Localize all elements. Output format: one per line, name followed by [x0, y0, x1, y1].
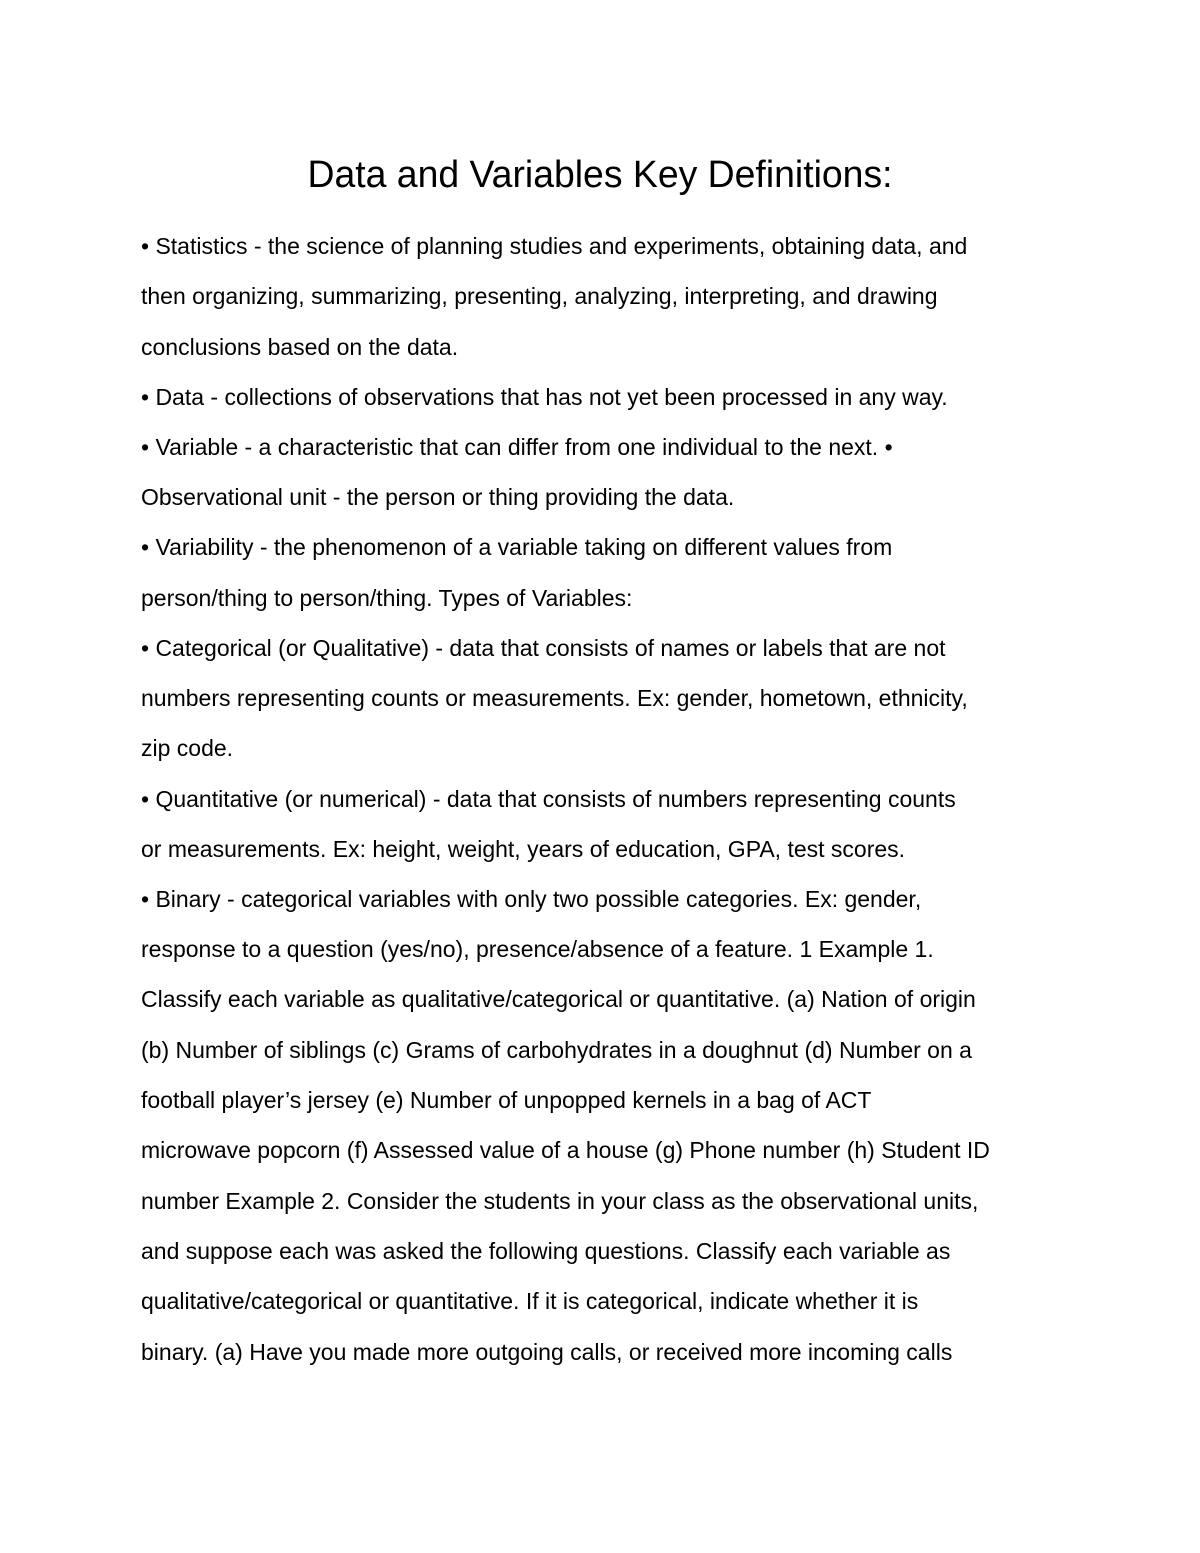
text-line: Observational unit - the person or thing providing the data. — [141, 484, 735, 510]
text-line: microwave popcorn (f) Assessed value of a house (g) Phone number (h) Student ID — [141, 1137, 990, 1163]
text-line: numbers representing counts or measurements. Ex: gender, hometown, ethnicity, — [141, 685, 968, 711]
text-line: • Variability - the phenomenon of a variable taking on different values from — [141, 534, 893, 560]
text-line: conclusions based on the data. — [141, 334, 459, 360]
text-line: binary. (a) Have you made more outgoing calls, or received more incoming calls — [141, 1339, 953, 1365]
text-line: • Data - collections of observations that has not yet been processed in any way. — [141, 384, 948, 410]
text-line: and suppose each was asked the following questions. Classify each variable as — [141, 1238, 951, 1264]
text-line: qualitative/categorical or quantitative. If it is categorical, indicate whether it is — [141, 1288, 919, 1314]
text-line: • Categorical (or Qualitative) - data that consists of names or labels that are not — [141, 635, 946, 661]
text-line: • Statistics - the science of planning studies and experiments, obtaining data, and — [141, 233, 968, 259]
text-line: zip code. — [141, 735, 234, 761]
text-line: • Quantitative (or numerical) - data that consists of numbers representing counts — [141, 786, 956, 812]
document-title: Data and Variables Key Definitions: — [307, 154, 893, 196]
text-line: • Variable - a characteristic that can differ from one individual to the next. • — [141, 434, 893, 460]
text-line: (b) Number of siblings (c) Grams of carbohydrates in a doughnut (d) Number on a — [141, 1037, 972, 1063]
text-line: Classify each variable as qualitative/categorical or quantitative. (a) Nation of origin — [141, 986, 976, 1012]
text-line: football player’s jersey (e) Number of unpopped kernels in a bag of ACT — [141, 1087, 872, 1113]
text-line: then organizing, summarizing, presenting, analyzing, interpreting, and drawing — [141, 283, 938, 309]
text-line: number Example 2. Consider the students in your class as the observational units, — [141, 1188, 979, 1214]
text-line: response to a question (yes/no), presence/absence of a feature. 1 Example 1. — [141, 936, 934, 962]
text-line: • Binary - categorical variables with only two possible categories. Ex: gender, — [141, 886, 922, 912]
text-line: or measurements. Ex: height, weight, years of education, GPA, test scores. — [141, 836, 906, 862]
text-line: person/thing to person/thing. Types of Variables: — [141, 585, 633, 611]
